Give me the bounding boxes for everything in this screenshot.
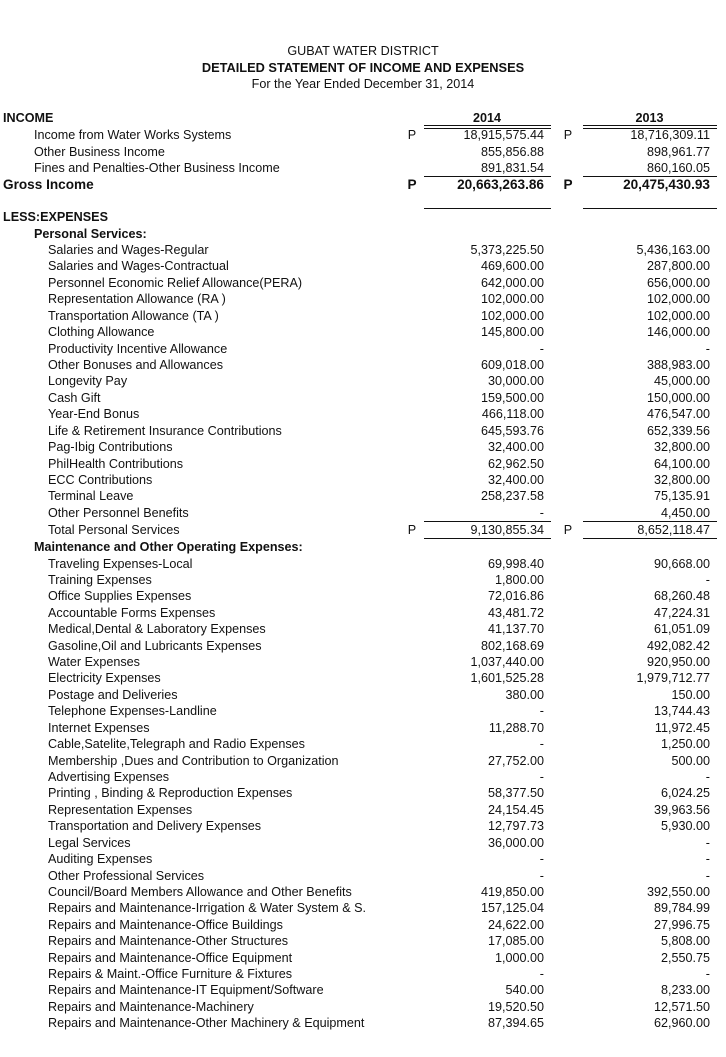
amount-2014: 11,288.70	[488, 720, 544, 735]
expense-row	[0, 638, 726, 655]
amount-2013: 287,800.00	[646, 259, 710, 274]
row-label: Representation Expenses	[48, 802, 193, 817]
expense-row	[0, 1015, 726, 1032]
expense-row	[0, 736, 726, 753]
amount-2014: -	[539, 505, 544, 520]
amount-2014: 43,481.72	[487, 605, 544, 620]
amount-2013: 45,000.00	[653, 374, 710, 389]
amount-2014: 540.00	[505, 983, 544, 998]
amount-2014: -	[539, 852, 544, 867]
statement-title: DETAILED STATEMENT OF INCOME AND EXPENSES	[201, 60, 525, 75]
amount-2013: 13,744.43	[653, 704, 710, 719]
amount-2014: 855,856.88	[480, 145, 544, 159]
expenses-heading: LESS:EXPENSES	[3, 210, 108, 224]
amount-2014: 41,137.70	[487, 622, 544, 637]
expense-row	[0, 439, 726, 456]
row-label: Terminal Leave	[48, 489, 134, 504]
column-year-2013: 2013	[635, 111, 664, 125]
amount-2014: 27,752.00	[487, 753, 544, 768]
amount-2014: 62,962.50	[487, 456, 544, 471]
amount-2013: 150.00	[671, 687, 710, 702]
amount-2014: 32,400.00	[487, 472, 544, 487]
amount-2013: 11,972.45	[654, 720, 710, 735]
amount-2013: 1,979,712.77	[636, 671, 710, 686]
expense-row	[0, 802, 726, 819]
amount-2014: -	[539, 704, 544, 719]
expense-row	[0, 242, 726, 259]
row-label: Life & Retirement Insurance Contributions	[48, 423, 282, 438]
row-label: Auditing Expenses	[48, 852, 153, 867]
expense-row	[0, 868, 726, 885]
amount-2014: 24,154.45	[487, 802, 544, 817]
expense-row	[0, 472, 726, 489]
amount-2014: 12,797.73	[487, 819, 544, 834]
amount-2013: 1,250.00	[660, 737, 710, 752]
row-label: Water Expenses	[48, 655, 140, 669]
expense-row	[0, 390, 726, 407]
amount-2014: -	[539, 967, 544, 981]
amount-2014: -	[539, 737, 544, 752]
amount-2014: 642,000.00	[480, 275, 544, 290]
amount-2013: 47,224.31	[653, 605, 710, 620]
row-label: PhilHealth Contributions	[48, 456, 184, 471]
expense-row	[0, 917, 726, 934]
amount-2013: 5,808.00	[660, 934, 710, 949]
amount-2013: 652,339.56	[646, 423, 710, 438]
amount-2013: 8,233.00	[660, 983, 710, 998]
amount-2013: 392,550.00	[646, 884, 710, 899]
expense-row	[0, 884, 726, 901]
expense-row	[0, 982, 726, 999]
expense-row	[0, 341, 726, 358]
row-label: Fines and Penalties-Other Business Income	[34, 161, 280, 175]
expense-row	[0, 966, 726, 983]
row-label: Repairs and Maintenance-Machinery	[48, 999, 254, 1014]
amount-2013: 90,668.00	[653, 556, 710, 571]
amount-2013: 39,963.56	[653, 802, 710, 817]
row-label: Cash Gift	[48, 390, 101, 405]
amount-2014: -	[539, 770, 544, 784]
amount-2013: 102,000.00	[646, 308, 710, 323]
expense-row	[0, 753, 726, 770]
amount-2013: 150,000.00	[646, 390, 710, 405]
expense-row	[0, 654, 726, 671]
expense-row	[0, 769, 726, 786]
total-personal-services-row	[0, 522, 726, 539]
peso-sign: P	[407, 177, 417, 192]
expense-row	[0, 851, 726, 868]
amount-2013: -	[705, 967, 710, 981]
amount-2013: 500.00	[671, 753, 710, 768]
amount-2013: 920,950.00	[646, 655, 710, 669]
amount-2014: 18,915,575.44	[463, 128, 544, 142]
expense-row	[0, 720, 726, 737]
amount-2014: 1,601,525.28	[470, 671, 544, 686]
amount-2014: 36,000.00	[487, 835, 544, 850]
income-row	[0, 127, 726, 144]
row-label: Advertising Expenses	[48, 770, 170, 784]
expense-row	[0, 357, 726, 374]
amount-2013: 6,024.25	[660, 786, 710, 801]
row-label: ECC Contributions	[48, 472, 153, 487]
expense-row	[0, 258, 726, 275]
row-label: Total Personal Services	[48, 523, 180, 537]
expense-row	[0, 933, 726, 950]
amount-2014: 69,998.40	[487, 556, 544, 571]
expense-row	[0, 324, 726, 341]
amount-2014: 32,400.00	[487, 440, 544, 454]
amount-2014: 802,168.69	[480, 638, 544, 653]
amount-2013: 32,800.00	[653, 472, 710, 487]
agency-name: GUBAT WATER DISTRICT	[287, 44, 439, 58]
amount-2013: 18,716,309.11	[630, 128, 710, 142]
amount-2014: 645,593.76	[480, 423, 544, 438]
peso-sign: P	[407, 128, 417, 142]
row-label: Membership ,Dues and Contribution to Organization	[48, 753, 339, 768]
amount-2013: 898,961.77	[646, 145, 710, 159]
amount-2013: -	[705, 852, 710, 867]
amount-2013: -	[705, 572, 710, 587]
expense-row	[0, 999, 726, 1016]
column-year-2014: 2014	[472, 111, 502, 125]
amount-2014: 72,016.86	[487, 589, 544, 604]
amount-2014: 157,125.04	[480, 901, 544, 916]
amount-2013: 68,260.48	[653, 589, 710, 604]
amount-2014: 159,500.00	[480, 390, 544, 405]
amount-2013: 860,160.05	[646, 161, 710, 175]
row-label: Year-End Bonus	[48, 407, 140, 422]
amount-2013: -	[705, 341, 710, 356]
row-label: Clothing Allowance	[48, 325, 155, 340]
income-row	[0, 144, 726, 161]
row-label: Printing , Binding & Reproduction Expenses	[48, 786, 293, 801]
peso-sign: P	[563, 128, 573, 142]
statement-period: For the Year Ended December 31, 2014	[251, 77, 475, 91]
amount-2013: 27,996.75	[653, 917, 710, 932]
row-label: Gross Income	[3, 177, 94, 192]
amount-2013: 2,550.75	[660, 950, 710, 965]
row-label: Repairs and Maintenance-Office Equipment	[48, 950, 293, 965]
section-heading: Maintenance and Other Operating Expenses:	[34, 540, 303, 554]
row-label: Repairs and Maintenance-IT Equipment/Software	[48, 983, 324, 998]
row-label: Other Professional Services	[48, 868, 205, 883]
amount-2014: 1,037,440.00	[470, 655, 544, 669]
row-label: Gasoline,Oil and Lubricants Expenses	[48, 638, 262, 653]
row-label: Other Business Income	[34, 145, 165, 159]
row-label: Other Bonuses and Allowances	[48, 357, 224, 372]
expense-row	[0, 703, 726, 720]
amount-2013: 492,082.42	[646, 638, 710, 653]
expense-row	[0, 423, 726, 440]
row-label: Accountable Forms Expenses	[48, 605, 216, 620]
row-label: Training Expenses	[48, 572, 152, 587]
row-label: Postage and Deliveries	[48, 687, 178, 702]
amount-2013: -	[705, 868, 710, 883]
expense-row	[0, 950, 726, 967]
row-label: Salaries and Wages-Contractual	[48, 259, 229, 274]
amount-2014: 30,000.00	[487, 374, 544, 389]
row-label: Productivity Incentive Allowance	[48, 341, 228, 356]
amount-2014: 1,800.00	[494, 572, 544, 587]
row-label: Longevity Pay	[48, 374, 128, 389]
row-label: Salaries and Wages-Regular	[48, 243, 209, 257]
amount-2013: 89,784.99	[653, 901, 710, 916]
peso-sign: P	[407, 523, 417, 537]
amount-2013: 146,000.00	[646, 325, 710, 340]
row-label: Repairs & Maint.-Office Furniture & Fixtures	[48, 967, 293, 981]
amount-2013: 62,960.00	[653, 1016, 710, 1031]
expense-row	[0, 456, 726, 473]
amount-2014: 419,850.00	[480, 884, 544, 899]
personal-services-heading-row	[0, 226, 726, 243]
amount-2013: -	[705, 770, 710, 784]
income-row	[0, 160, 726, 177]
row-label: Telephone Expenses-Landline	[48, 704, 217, 719]
amount-2013: 388,983.00	[646, 357, 710, 372]
income-heading: INCOME	[3, 111, 54, 125]
amount-2014: 102,000.00	[480, 308, 544, 323]
amount-2013: 61,051.09	[653, 622, 710, 637]
expense-row	[0, 670, 726, 687]
amount-2014: 5,373,225.50	[470, 243, 544, 257]
section-heading: Personal Services:	[34, 227, 147, 241]
peso-sign: P	[563, 177, 573, 192]
amount-2014: 20,663,263.86	[457, 177, 544, 192]
amount-2013: 5,930.00	[660, 819, 710, 834]
amount-2013: 102,000.00	[646, 292, 710, 307]
amount-2014: 380.00	[505, 687, 544, 702]
row-label: Cable,Satelite,Telegraph and Radio Expenses	[48, 737, 305, 752]
expense-row	[0, 572, 726, 589]
amount-2014: 258,237.58	[480, 489, 544, 504]
year2-header-rule	[583, 125, 717, 126]
amount-2013: 12,571.50	[653, 999, 710, 1014]
amount-2013: 20,475,430.93	[623, 177, 710, 192]
expense-row	[0, 588, 726, 605]
row-label: Repairs and Maintenance-Office Buildings	[48, 917, 283, 932]
amount-2014: -	[539, 868, 544, 883]
expense-row	[0, 373, 726, 390]
amount-2013: 5,436,163.00	[636, 243, 710, 257]
row-label: Council/Board Members Allowance and Other Benefits	[48, 884, 352, 899]
mooe-heading-row	[0, 539, 726, 556]
expense-row	[0, 291, 726, 308]
amount-2014: 102,000.00	[480, 292, 544, 307]
row-label: Personnel Economic Relief Allowance(PERA)	[48, 275, 303, 290]
expense-row	[0, 505, 726, 522]
row-label: Repairs and Maintenance-Other Structures	[48, 934, 289, 949]
row-label: Electricity Expenses	[48, 671, 161, 686]
amount-2013: 4,450.00	[660, 505, 710, 520]
amount-2013: 64,100.00	[653, 456, 710, 471]
amount-2014: 469,600.00	[480, 259, 544, 274]
expense-row	[0, 687, 726, 704]
expense-row	[0, 406, 726, 423]
row-label: Representation Allowance (RA )	[48, 292, 226, 307]
amount-2014: 145,800.00	[480, 325, 544, 340]
expense-row	[0, 818, 726, 835]
expense-row	[0, 621, 726, 638]
amount-2014: 17,085.00	[487, 934, 544, 949]
amount-2014: 466,118.00	[481, 407, 544, 422]
row-label: Medical,Dental & Laboratory Expenses	[48, 622, 266, 637]
row-label: Legal Services	[48, 835, 131, 850]
expense-row	[0, 275, 726, 292]
amount-2014: 9,130,855.34	[470, 523, 544, 537]
gross-income-row	[0, 177, 726, 194]
row-label: Pag-Ibig Contributions	[48, 440, 173, 454]
expense-row	[0, 308, 726, 325]
amount-2013: 32,800.00	[653, 440, 710, 454]
amount-2014: 58,377.50	[487, 786, 544, 801]
peso-sign: P	[563, 523, 573, 537]
row-label: Traveling Expenses-Local	[48, 556, 193, 571]
amount-2014: 19,520.50	[487, 999, 544, 1014]
expense-row	[0, 900, 726, 917]
row-label: Internet Expenses	[48, 720, 150, 735]
amount-2014: 1,000.00	[494, 950, 544, 965]
expense-row	[0, 556, 726, 573]
row-label: Other Personnel Benefits	[48, 505, 189, 520]
expense-row	[0, 835, 726, 852]
amount-2014: 609,018.00	[480, 357, 544, 372]
amount-2013: 75,135.91	[653, 489, 710, 504]
expense-row	[0, 785, 726, 802]
expenses-heading-row	[0, 209, 726, 226]
year1-header-rule	[424, 125, 551, 126]
expense-row	[0, 605, 726, 622]
row-label: Transportation and Delivery Expenses	[48, 819, 262, 834]
amount-2014: -	[539, 341, 544, 356]
row-label: Income from Water Works Systems	[34, 128, 232, 142]
amount-2013: 656,000.00	[646, 275, 710, 290]
amount-2013: -	[705, 835, 710, 850]
row-label: Repairs and Maintenance-Other Machinery & Equipment	[48, 1016, 365, 1031]
row-label: Repairs and Maintenance-Irrigation & Water System & S.	[48, 901, 367, 916]
amount-2014: 891,831.54	[480, 161, 544, 175]
amount-2013: 476,547.00	[646, 407, 710, 422]
row-label: Office Supplies Expenses	[48, 589, 192, 604]
amount-2014: 87,394.65	[487, 1016, 544, 1031]
row-label: Transportation Allowance (TA )	[48, 308, 219, 323]
expense-row	[0, 488, 726, 505]
amount-2013: 8,652,118.47	[637, 523, 710, 537]
amount-2014: 24,622.00	[487, 917, 544, 932]
